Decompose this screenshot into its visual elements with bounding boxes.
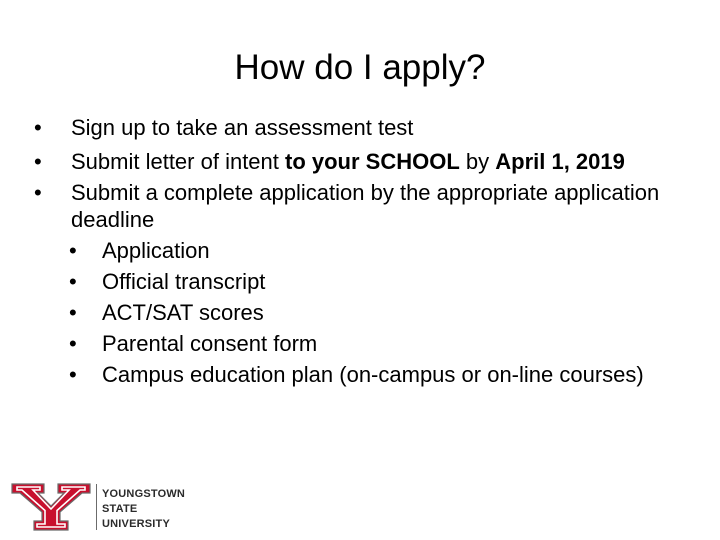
bullet-item xyxy=(34,148,674,175)
bullet-text: Sign up to take an assessment test xyxy=(71,115,414,140)
sub-bullet-text: ACT/SAT scores xyxy=(102,300,264,325)
bullet-list xyxy=(34,114,674,395)
logo-divider xyxy=(96,484,97,530)
sub-bullet-item xyxy=(69,361,672,388)
wordmark-line: STATE xyxy=(102,503,138,515)
sub-bullet-item xyxy=(69,268,672,295)
bullet-text-mid: by xyxy=(459,149,496,174)
sub-bullet-text: Parental consent form xyxy=(102,331,318,356)
ysu-wordmark xyxy=(102,487,185,532)
sub-bullet-text: Application xyxy=(102,238,210,263)
bullet-text-bold-date: April 1, 2019 xyxy=(495,149,625,174)
bullet-icon: • xyxy=(34,149,42,174)
bullet-icon: • xyxy=(69,238,77,263)
bullet-icon: • xyxy=(34,115,42,140)
sub-bullet-item xyxy=(69,237,672,264)
wordmark-line: UNIVERSITY xyxy=(102,518,171,530)
bullet-item xyxy=(34,114,674,141)
bullet-icon: • xyxy=(34,180,42,205)
slide-title: How do I apply? xyxy=(234,48,486,87)
bullet-icon: • xyxy=(69,331,77,356)
ysu-y-logo-icon xyxy=(10,482,92,532)
bullet-icon: • xyxy=(69,300,77,325)
bullet-icon: • xyxy=(69,362,77,387)
bullet-text-bold-school: to your SCHOOL xyxy=(285,149,460,174)
sub-bullet-text: Official transcript xyxy=(102,269,266,294)
sub-bullet-item xyxy=(69,330,672,357)
wordmark-line: YOUNGSTOWN xyxy=(102,488,186,500)
bullet-icon: • xyxy=(69,269,77,294)
sub-bullet-text: Campus education plan (on-campus or on-line courses) xyxy=(102,362,644,387)
bullet-text-pre: Submit letter of intent xyxy=(71,149,285,174)
sub-bullet-item xyxy=(69,299,672,326)
sub-bullet-list xyxy=(69,237,672,388)
bullet-text: Submit a complete application by the appropriate application deadline xyxy=(71,180,660,232)
bullet-item xyxy=(34,179,674,388)
